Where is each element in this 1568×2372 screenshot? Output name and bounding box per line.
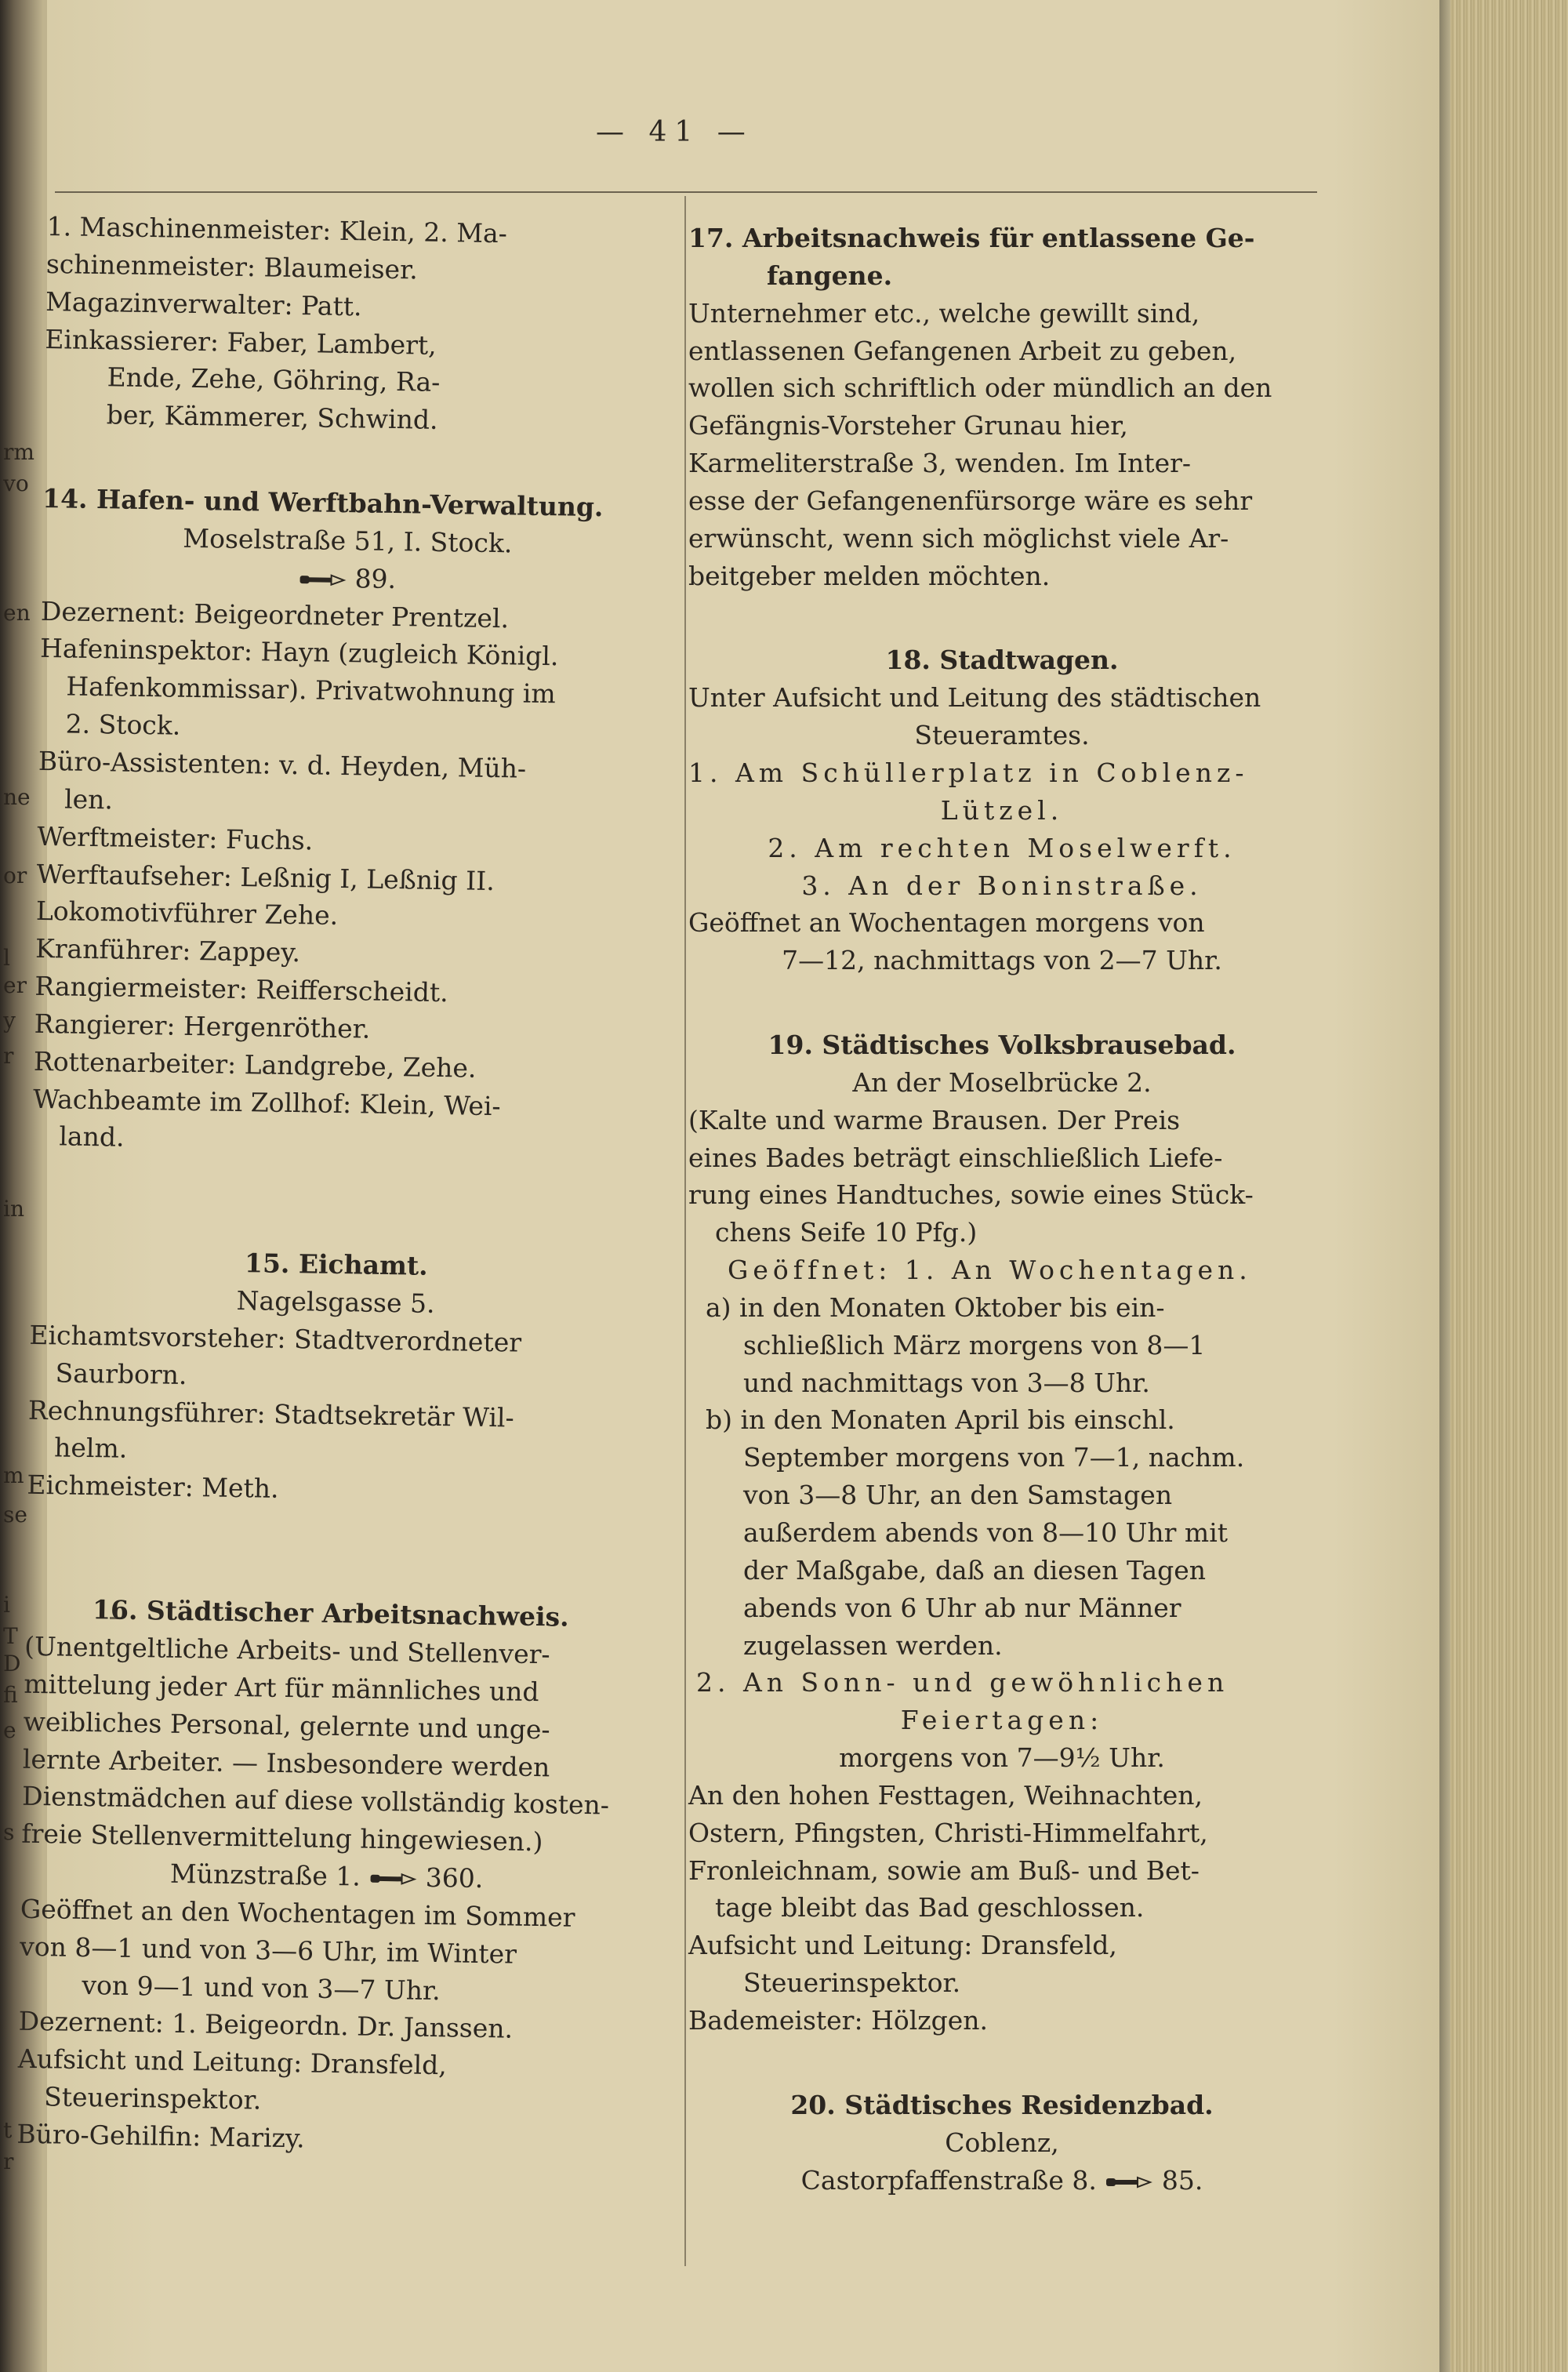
list-item: 2. Am rechten Moselwerft. [768,832,1236,863]
text-line: Dezernent: 1. Beigeordn. Dr. Janssen. [18,2006,514,2045]
text-line: Feiertagen: [900,1705,1104,1736]
city: Coblenz, [945,2127,1059,2158]
text-line: 7—12, nachmittags von 2—7 Uhr. [782,945,1222,976]
section-16 [16,1590,637,2163]
text-line: der Maßgabe, daß an diesen Tagen [743,1554,1207,1586]
text-line: freie Stellenvermittelung hingewiesen.) [21,1818,543,1858]
margin-fragment: D [3,1651,21,1676]
text-line: Ostern, Pfingsten, Christi-Himmelfahrt, [688,1817,1208,1848]
telephone-icon [298,572,347,588]
address-phone-line [688,2162,1316,2199]
right-column [688,220,1316,2199]
opening-label: Geöffnet: 1. An Wochentagen. [728,1255,1252,1286]
text-line: (Kalte und warme Brausen. Der Preis [688,1104,1181,1135]
text-line: Rechnungsführer: Stadtsekretär Wil- [27,1394,514,1433]
margin-fragment: rm [3,439,34,465]
address: An der Moselbrücke 2. [852,1066,1152,1098]
text-line: Unternehmer etc., welche gewillt sind, [688,297,1200,329]
text-line: tage bleibt das Bad geschlossen. [715,1892,1145,1923]
list-item: 3. An der Boninstraße. [801,870,1203,901]
text-line: Gefängnis-Vorsteher Grunau hier, [688,410,1128,441]
text-line: Dienstmädchen auf diese vollständig kosten- [21,1781,610,1821]
column-divider [684,196,686,2266]
text-line: und nachmittags von 3—8 Uhr. [743,1367,1150,1398]
address: Castorpfaffenstraße 8. [800,2164,1097,2196]
text-line: a) in den Monaten Oktober bis ein- [706,1291,1165,1323]
section-title-cont: fangene. [767,260,893,291]
text-line: Wachbeamte im Zollhof: Klein, Wei- [32,1083,501,1121]
margin-fragment: en [3,600,31,626]
text-line: weibliches Personal, gelernte und unge- [23,1705,550,1745]
text-line: Aufsicht und Leitung: Dransfeld, [17,2043,448,2081]
margin-fragment: r [3,1043,14,1069]
margin-fragment: ne [3,784,31,810]
text-line: Kranführer: Zappey. [34,933,301,968]
section-title: 17. Arbeitsnachweis für entlassene Ge- [688,223,1255,253]
text-line: Unter Aufsicht und Leitung des städtischen [688,682,1261,714]
page-number: — 41 — [596,116,753,148]
address: Nagelsgasse 5. [236,1285,435,1320]
section-17 [688,220,1316,594]
text-line: mittelung jeder Art für männliches und [24,1668,539,1707]
text-line: (Unentgeltliche Arbeits- und Stellenver- [24,1630,550,1670]
section-15 [27,1241,642,1513]
text-line: wollen sich schriftlich oder mündlich an den [688,372,1272,404]
text-line: beitgeber melden möchten. [688,560,1051,591]
text-line: Steuerinspektor. [743,1967,961,1999]
phone-number: 360. [425,1862,484,1894]
text-line: Steueramtes. [914,720,1090,751]
text-line: schinenmeister: Blaumeiser. [45,248,419,285]
text-line: Saurborn. [55,1357,187,1390]
text-line: Rangiermeister: Reifferscheidt. [34,970,448,1008]
text-line: An den hohen Festtagen, Weihnachten, [688,1779,1203,1811]
text-line: Hafeninspektor: Hayn (zugleich Königl. [39,633,559,672]
left-column [16,208,659,2163]
text-line: Geöffnet an den Wochentagen im Sommer [20,1893,575,1933]
margin-fragment: t [3,2117,13,2143]
text-line: erwünscht, wenn sich möglichst viele Ar- [688,522,1229,554]
text-line: b) in den Monaten April bis einschl. [706,1404,1175,1436]
text-line: 2. An Sonn- und gewöhnlichen [696,1667,1229,1698]
text-line: zugelassen werden. [743,1629,1003,1661]
telephone-icon [1105,2174,1153,2190]
text-line: Werftmeister: Fuchs. [37,820,314,856]
book-edge [1450,0,1568,2372]
text-line: von 3—8 Uhr, an den Samstagen [743,1480,1173,1511]
margin-fragment: l [3,945,10,971]
text-line: schließlich März morgens von 8—1 [743,1329,1206,1360]
text-line: entlassenen Gefangenen Arbeit zu geben, [688,335,1237,366]
section-title: 19. Städtisches Volksbrausebad. [768,1030,1236,1061]
text-line: 2. Stock. [65,708,181,741]
text-line: land. [59,1121,125,1153]
section-18 [688,641,1316,979]
text-line: eines Bades beträgt einschließlich Liefe- [688,1142,1223,1173]
text-line: Eichamtsvorsteher: Stadtverordneter [29,1319,522,1358]
text-line: Büro-Gehilfin: Marizy. [16,2118,306,2154]
text-line: Eichmeister: Meth. [27,1469,279,1505]
section-title: 14. Hafen- und Werftbahn-Verwaltung. [42,483,604,523]
margin-fragment: i [3,1592,10,1618]
list-item: 1. Am Schüllerplatz in Coblenz- [688,757,1249,788]
text-line: Dezernent: Beigeordneter Prentzel. [40,595,510,634]
section-14 [32,480,654,1164]
text-line: Steuerinspektor. [43,2081,262,2116]
margin-fragment: m [3,1462,24,1488]
phone-number: 85. [1161,2164,1203,2196]
header-rule [55,191,1317,193]
text-line: helm. [53,1432,128,1465]
text-line: Büro-Assistenten: v. d. Heyden, Müh- [38,745,527,784]
margin-fragment: vo [3,470,29,496]
section-19 [688,1026,1316,2040]
text-line: außerdem abends von 8—10 Uhr mit [743,1517,1229,1548]
text-line: Bademeister: Hölzgen. [688,2004,989,2036]
section-title: 18. Stadtwagen. [885,645,1119,676]
section-13-continued [43,208,658,442]
text-line: Fronleichnam, sowie am Buß- und Bet- [688,1854,1200,1886]
text-line: Magazinverwalter: Patt. [45,285,362,322]
margin-fragment: in [3,1196,24,1222]
text-line: esse der Gefangenenfürsorge wäre es sehr [688,485,1253,516]
text-line: September morgens von 7—1, nachm. [743,1442,1245,1473]
text-line: ber, Kämmerer, Schwind. [106,399,438,436]
margin-fragment: fi [3,1682,18,1708]
address: Moselstraße 51, I. Stock. [183,522,513,559]
section-20 [688,2087,1316,2199]
text-line: von 8—1 und von 3—6 Uhr, im Winter [19,1931,517,1970]
text-line: Ende, Zehe, Göhring, Ra- [107,361,441,398]
text-line: Geöffnet an Wochentagen morgens von [688,907,1205,939]
text-line: Werftaufseher: Leßnig I, Leßnig II. [36,858,495,896]
text-line: Rangierer: Hergenröther. [34,1008,371,1044]
address: Münzstraße 1. [169,1858,361,1892]
text-line: Rottenarbeiter: Landgrebe, Zehe. [33,1045,477,1084]
text-line: Einkassierer: Faber, Lambert, [45,323,437,361]
margin-fragment: e [3,1717,16,1743]
text-line: Hafenkommissar). Privatwohnung im [66,670,556,710]
section-title: 16. Städtischer Arbeitsnachweis. [92,1594,569,1633]
margin-fragment: s [3,1819,15,1845]
text-line: lernte Arbeiter. — Insbesondere werden [22,1743,550,1782]
margin-fragment: or [3,863,27,888]
margin-fragment: er [3,972,27,998]
text-line: Karmeliterstraße 3, wenden. Im Inter- [688,448,1192,479]
list-item-cont: Lützel. [940,794,1064,826]
telephone-icon [368,1871,417,1887]
text-line: 1. Maschinenmeister: Klein, 2. Ma- [46,210,508,249]
text-line: Lokomotivführer Zehe. [35,895,339,932]
text-line: rung eines Handtuches, sowie eines Stück- [688,1179,1254,1211]
text-line: len. [64,783,114,815]
section-title: 20. Städtisches Residenzbad. [790,2089,1214,2120]
margin-fragment: y [3,1008,16,1033]
text-line: von 9—1 und von 3—7 Uhr. [82,1969,441,2006]
text-line: morgens von 7—9½ Uhr. [839,1742,1165,1774]
margin-fragment: T [3,1623,18,1649]
text-line: Aufsicht und Leitung: Dransfeld, [688,1930,1117,1961]
text-line: abends von 6 Uhr ab nur Männer [743,1592,1181,1623]
phone-number: 89. [354,562,397,594]
text-line: chens Seife 10 Pfg.) [715,1217,978,1248]
margin-fragment: r [3,2149,14,2174]
margin-fragment: se [3,1502,27,1527]
section-title: 15. Eichamt. [244,1248,429,1282]
